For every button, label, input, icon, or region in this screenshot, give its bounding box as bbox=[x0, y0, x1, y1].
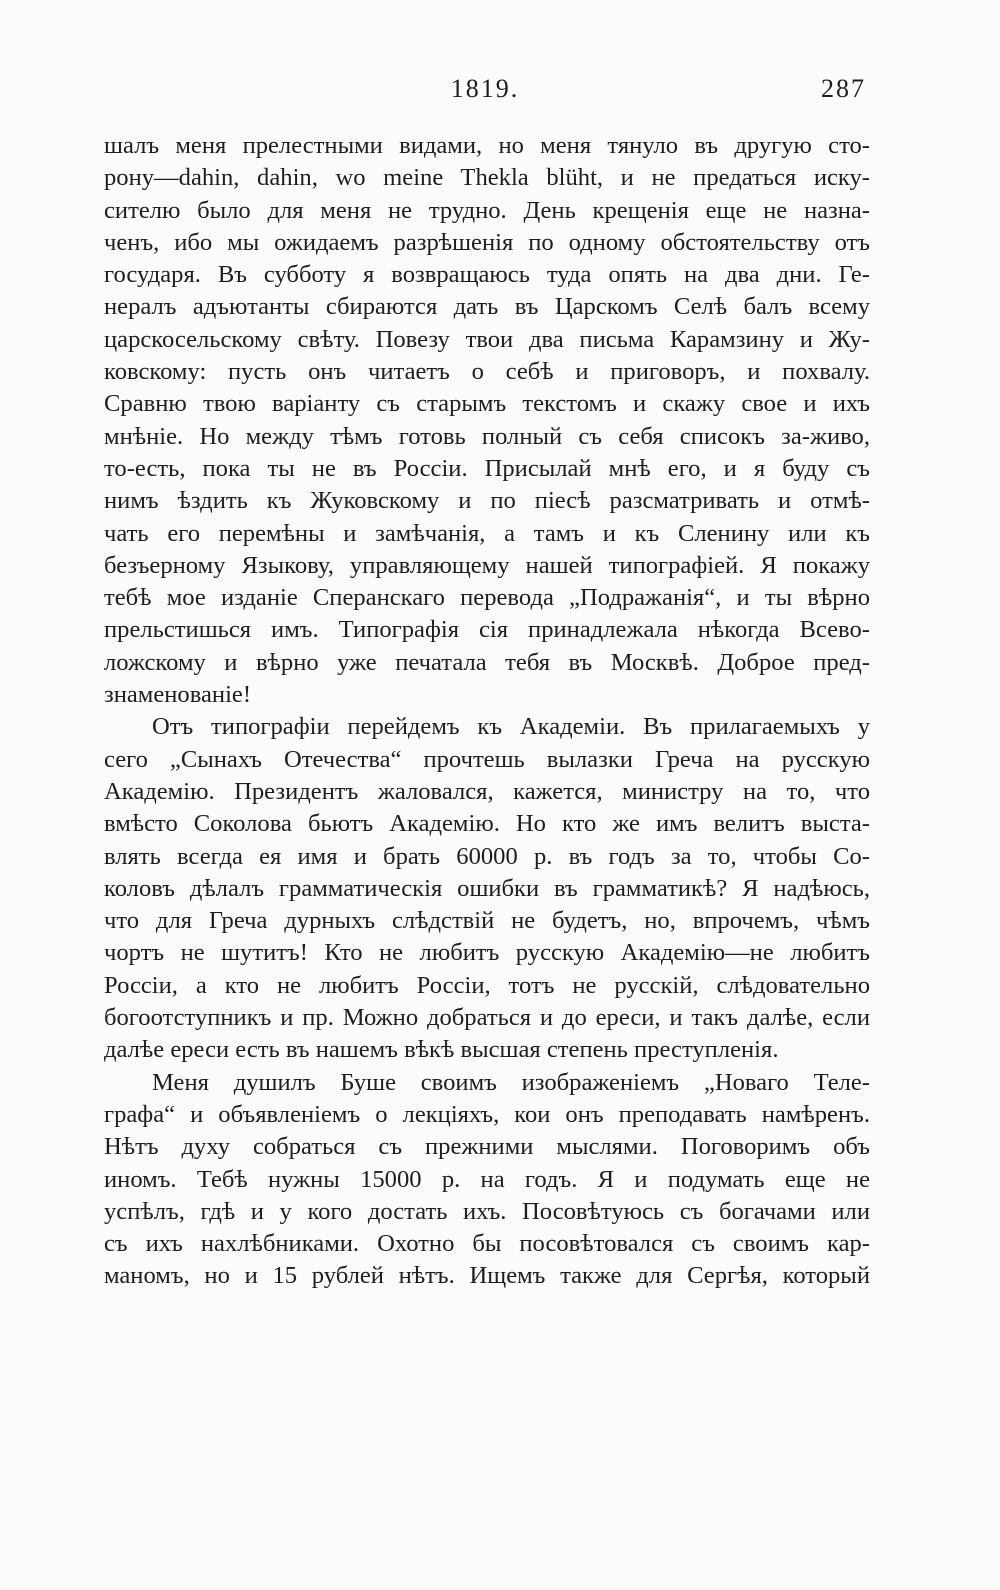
text-line: богоотступникъ и пр. Можно добраться и до ереси, и такъ далѣе, если bbox=[104, 1004, 870, 1032]
text-line: нералъ адъютанты сбираются дать въ Царскомъ Селѣ балъ всему bbox=[104, 293, 870, 321]
text-line: шалъ меня прелестными видами, но меня тянуло въ другую сто- bbox=[104, 132, 870, 159]
text-line: ковскому: пусть онъ читаетъ о себѣ и приговоръ, и похвалу. bbox=[104, 358, 870, 386]
text-line: чортъ не шутитъ! Кто не любитъ русскую Академію—не любитъ bbox=[104, 939, 870, 967]
text-line: Нѣтъ духу собраться съ прежними мыслями. Поговоримъ объ bbox=[104, 1133, 870, 1161]
text-line: прельстишься имъ. Типографія сія принадлежала нѣкогда Всево- bbox=[104, 616, 870, 644]
letter-body-text bbox=[104, 130, 870, 1293]
running-header bbox=[104, 74, 866, 108]
text-line: влять всегда ея имя и брать 60000 р. въ годъ за то, чтобы Со- bbox=[104, 842, 870, 870]
text-line: Меня душилъ Буше своимъ изображеніемъ „Новаго Теле- bbox=[152, 1068, 870, 1096]
text-line: ложскому и вѣрно уже печатала тебя въ Москвѣ. Доброе пред- bbox=[104, 648, 870, 676]
text-line: Отъ типографіи перейдемъ къ Академіи. Въ прилагаемыхъ у bbox=[152, 713, 870, 741]
text-line: сителю было для меня не трудно. День крещенія еще не назна- bbox=[104, 196, 870, 224]
text-line: государя. Въ субботу я возвращаюсь туда опять на два дни. Ге- bbox=[104, 261, 870, 289]
text-line: чать его перемѣны и замѣчанія, а тамъ и къ Сленину или къ bbox=[104, 519, 870, 547]
text-line: вмѣсто Соколова бьютъ Академію. Но кто же имъ велитъ выста- bbox=[104, 810, 870, 838]
text-line: коловъ дѣлалъ грамматическія ошибки въ грамматикѣ? Я надѣюсь, bbox=[104, 874, 870, 902]
text-line: маномъ, но и 15 рублей нѣтъ. Ищемъ также для Сергѣя, который bbox=[104, 1262, 870, 1290]
text-line: то-есть, пока ты не въ Россіи. Присылай мнѣ его, и я буду съ bbox=[104, 454, 870, 482]
text-line: Академію. Президентъ жаловался, кажется, министру на то, что bbox=[104, 777, 870, 805]
text-line: царскосельскому свѣту. Повезу твои два письма Карамзину и Жу- bbox=[104, 325, 870, 353]
text-line: что для Греча дурныхъ слѣдствій не будетъ, но, впрочемъ, чѣмъ bbox=[104, 907, 870, 935]
page-number: 287 bbox=[821, 74, 866, 103]
text-line: мнѣніе. Но между тѣмъ готовь полный съ себя списокъ за-живо, bbox=[104, 422, 870, 450]
text-line: иномъ. Тебѣ нужны 15000 р. на годъ. Я и подумать еще не bbox=[104, 1165, 870, 1193]
text-line: Россіи, а кто не любитъ Россіи, тотъ не русскій, слѣдовательно bbox=[104, 971, 870, 999]
text-line: нимъ ѣздить къ Жуковскому и по піесѣ разсматривать и отмѣ- bbox=[104, 487, 870, 515]
text-line: успѣлъ, гдѣ и у кого достать ихъ. Посовѣтуюсь съ богачами или bbox=[104, 1197, 870, 1225]
text-line: знаменованіе! bbox=[104, 681, 252, 709]
text-line: рону—dahin, dahin, wo meine Thekla blüht, и не предаться иску- bbox=[104, 164, 870, 192]
text-line: съ ихъ нахлѣбниками. Охотно бы посовѣтовался съ своимъ кар- bbox=[104, 1230, 870, 1258]
text-line: графа“ и объявленіемъ о лекціяхъ, кои онъ преподавать намѣренъ. bbox=[104, 1100, 870, 1128]
text-line: далѣе ереси есть въ нашемъ вѣкѣ высшая степень преступленія. bbox=[104, 1036, 779, 1064]
text-line: Сравню твою варіанту съ старымъ текстомъ и скажу свое и ихъ bbox=[104, 390, 870, 418]
text-line: безъерному Языкову, управляющему нашей типографіей. Я покажу bbox=[104, 551, 870, 579]
text-line: ченъ, ибо мы ожидаемъ разрѣшенія по одному обстоятельству отъ bbox=[104, 228, 870, 256]
header-year: 1819. bbox=[450, 74, 520, 103]
text-line: тебѣ мое изданіе Сперанскаго перевода „Подражанія“, и ты вѣрно bbox=[104, 584, 870, 612]
text-line: сего „Сынахъ Отечества“ прочтешь вылазки Греча на русскую bbox=[104, 745, 870, 773]
